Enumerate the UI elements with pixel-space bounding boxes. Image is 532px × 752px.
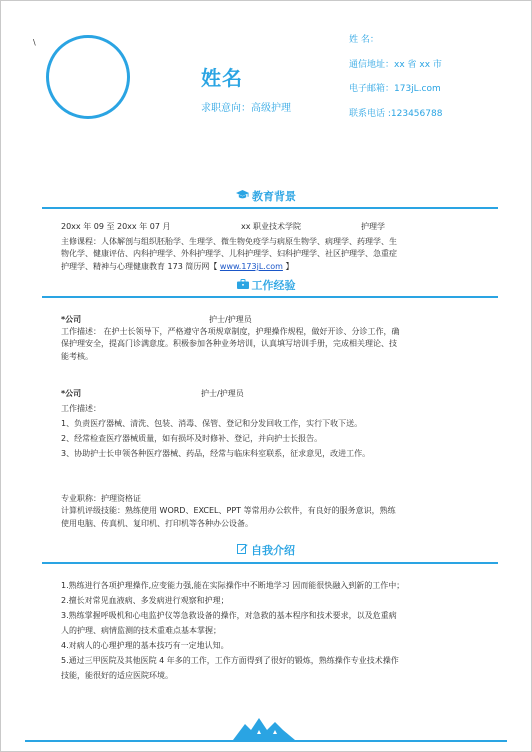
education-courses xyxy=(61,236,481,273)
professional-title: 专业职称：护理资格证 xyxy=(61,494,141,503)
avatar-photo-placeholder xyxy=(46,35,130,119)
job2-header xyxy=(61,388,481,400)
job2-company: *公司 xyxy=(61,389,82,398)
education-title-text: 教育背景 xyxy=(252,190,296,203)
website-link[interactable]: www.173jL.com xyxy=(219,261,283,271)
candidate-name: 姓名 xyxy=(201,66,243,90)
contact-address: 通信地址：xx 省 xx 市 xyxy=(349,59,442,70)
stray-mark: \ xyxy=(33,38,36,47)
intro-line: 5.通过三甲医院及其他医院 4 年多的工作，工作方面得到了很好的锻炼，熟练操作专业技术操作 xyxy=(61,656,399,665)
about-divider xyxy=(42,562,498,564)
qualifications xyxy=(61,493,481,530)
edit-pen-icon xyxy=(237,543,248,559)
job1-header xyxy=(61,314,481,326)
education-courses-line: 主修课程：人体解剖与组织胚胎学、生理学、微生物免疫学与病原生物学、病理学、药理学、生 xyxy=(61,237,397,246)
intro-line: 技能，能很好的适应医院环境。 xyxy=(61,671,173,680)
education-divider xyxy=(42,207,498,209)
job1-desc-line: 工作描述： 在护士长领导下，严格遵守各项规章制度，护理操作规程，做好开诊、分诊工作，确 xyxy=(61,327,400,336)
job1-desc-line: 保护理安全，提高门诊满意度。积极参加各种业务培训，认真填写培训手册，完成相关理论、技 xyxy=(61,339,397,349)
intro-line: 2.擅长对常见血液病、多发病进行观察和护理； xyxy=(61,596,229,605)
education-school: xx 职业技术学院 xyxy=(241,222,302,231)
intro-line: 3.熟练掌握呼吸机和心电监护仪等急救设备的操作，对急救的基本程序和技术要求，以及危重病 xyxy=(61,611,397,620)
work-section-header xyxy=(0,279,532,297)
self-introduction xyxy=(61,578,501,683)
education-courses-line: 物化学、健康评估、内科护理学、外科护理学、儿科护理学、妇科护理学、社区护理学、急重症 xyxy=(61,249,397,259)
job1-role: 护士/护理员 xyxy=(209,315,252,324)
contact-email: 电子邮箱：173jL.com xyxy=(349,84,441,94)
about-title-text: 自我介绍 xyxy=(251,544,295,557)
intro-line: 4.对病人的心理护理的基本技巧有一定地认知。 xyxy=(61,641,229,650)
job2-desc-label: 工作描述： xyxy=(61,404,101,413)
footer-divider xyxy=(25,740,507,742)
job2-desc-line: 1、负责医疗器械、清洗、包装、消毒、保管、登记和分发回收工作，实行下收下送。 xyxy=(61,419,363,428)
briefcase-icon xyxy=(237,279,249,294)
education-degree-line xyxy=(61,221,481,233)
about-title xyxy=(0,543,532,559)
education-courses-suffix: 】 xyxy=(282,261,294,271)
intro-line: 人的护理、病情监测的技术重难点基本掌握； xyxy=(61,626,221,635)
about-section-header xyxy=(0,543,532,561)
computer-skills-line: 使用电脑、传真机、复印机、打印机等各种办公设备。 xyxy=(61,518,253,528)
work-divider xyxy=(42,296,498,298)
education-major: 护理学 xyxy=(361,222,385,231)
contact-name: 姓 名： xyxy=(349,35,379,45)
contact-phone: 联系电话 :123456788 xyxy=(349,108,443,119)
job1-desc-line: 能考核。 xyxy=(61,351,93,361)
graduation-cap-icon xyxy=(236,190,249,205)
job1-company: *公司 xyxy=(61,315,82,324)
education-courses-line xyxy=(61,261,481,273)
education-period: 20xx 年 09 至 20xx 年 07 月 xyxy=(61,222,171,231)
job2-desc-line: 2、经常检查医疗器械质量，如有损坏及时修补、登记，并向护士长报告。 xyxy=(61,434,323,443)
education-section-header xyxy=(0,190,532,208)
job-intent: 求职意向：高级护理 xyxy=(201,103,291,114)
job2-desc-line: 3、协助护士长申领各种医疗器械、药品，经常与临床科室联系，征求意见，改进工作。 xyxy=(61,449,371,458)
intro-line: 1.熟练进行各项护理操作,应变能力强,能在实际操作中不断地学习 因而能很快融入到新的工作中； xyxy=(61,581,405,590)
contact-info xyxy=(349,34,524,132)
education-courses-prefix: 护理学、精神与心理健康教育 173 简历网【 xyxy=(61,261,220,271)
work-title-text: 工作经验 xyxy=(251,279,296,292)
education-title xyxy=(0,190,532,205)
work-title xyxy=(0,279,532,294)
job1-description xyxy=(61,326,481,363)
computer-skills-line: 计算机评级技能：熟练使用 WORD、EXCEL、PPT 等常用办公软件，有良好的服务意识，熟练 xyxy=(61,506,396,516)
mountain-logo-icon xyxy=(233,716,295,740)
job2-role: 护士/护理员 xyxy=(201,389,244,398)
job2-description xyxy=(61,401,481,461)
